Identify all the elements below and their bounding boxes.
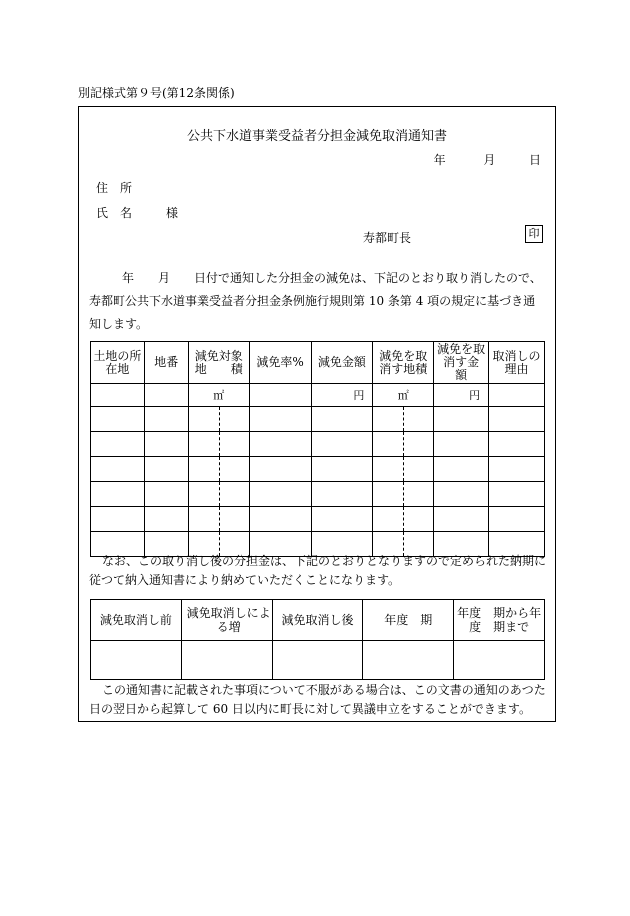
- unit-area-2: ㎡: [373, 384, 434, 407]
- document-title: 公共下水道事業受益者分担金減免取消通知書: [186, 129, 447, 144]
- unit-yen-2: 円: [434, 384, 489, 407]
- unit-yen: 円: [311, 384, 373, 407]
- payment-paragraph: なお、この取り消し後の分担金は、下記のとおりとなりますので定められた納期に従つて納入通知書により納めていただくことになります。: [89, 554, 547, 587]
- col-fiscal-period: 年度 期: [363, 600, 454, 641]
- col-period-range: 年度 期から年度 期まで: [454, 600, 545, 641]
- unit-area: ㎡: [188, 384, 249, 407]
- col-reason: 取消しの理由: [489, 342, 545, 384]
- col-increase: 減免取消しによる増: [181, 600, 272, 641]
- unit-row: [91, 384, 545, 407]
- table-row: [91, 432, 545, 457]
- table-row: [91, 407, 545, 432]
- col-after-cancel: 減免取消し後: [272, 600, 363, 641]
- table-row: [91, 457, 545, 482]
- mayor-label: 寿都町長: [363, 231, 412, 245]
- table-row: [91, 641, 545, 680]
- honorific: 様: [166, 206, 179, 220]
- date-day: 日: [528, 153, 541, 167]
- col-cancel-area: 減免を取消す地積: [373, 342, 434, 384]
- col-lot-number: 地番: [144, 342, 188, 384]
- table-row: [91, 482, 545, 507]
- notice-paragraph: 年 月 日付で通知した分担金の減免は、下記のとおり取り消したので、寿都町公共下水道事業受益者分担金条例施行規則第 10 条第 4 項の規定に基づき通知します。: [89, 271, 542, 331]
- notice-frame: [78, 106, 556, 722]
- amount-table: [90, 599, 545, 680]
- name-line: [96, 204, 178, 221]
- name-label: 氏 名: [96, 206, 133, 220]
- col-before-cancel: 減免取消し前: [91, 600, 182, 641]
- col-cancel-amount: 減免を取消す金 額: [434, 342, 489, 384]
- appeal-paragraph: この通知書に記載された事項について不服がある場合は、この文書の通知のあつた日の翌日から起算して 60 日以内に町長に対して異議申立をすることができます。: [89, 683, 546, 716]
- date-month: 月: [483, 153, 496, 167]
- date-line: [434, 151, 541, 168]
- col-amount: 減免金額: [311, 342, 373, 384]
- date-year: 年: [433, 153, 446, 167]
- form-number-label: 別記様式第９号(第12条関係): [78, 86, 235, 100]
- seal-mark: 印: [525, 225, 543, 243]
- table-row: [91, 507, 545, 532]
- reduction-table: [90, 341, 545, 557]
- address-label: 住 所: [96, 181, 133, 195]
- col-target-area: 減免対象地 積: [188, 342, 249, 384]
- col-location: 土地の所在地: [91, 342, 145, 384]
- col-rate: 減免率%: [249, 342, 311, 384]
